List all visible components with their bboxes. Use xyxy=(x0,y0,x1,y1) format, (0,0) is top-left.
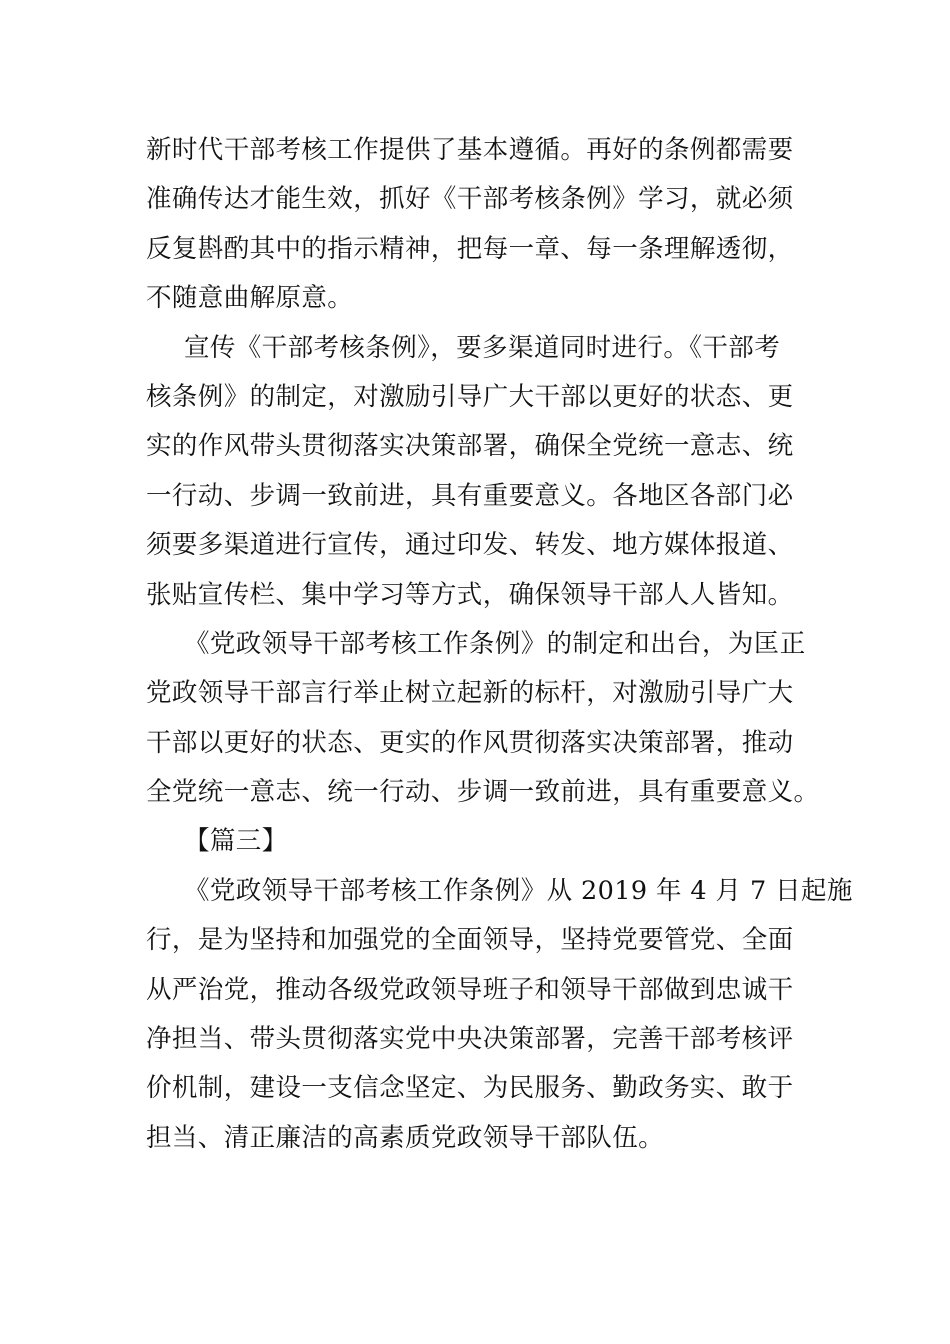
section-heading-text: 【篇三】 xyxy=(184,826,288,857)
text-line: 《党政领导干部考核工作条例》的制定和出台，为匡正 xyxy=(184,628,806,659)
text-line: 须要多渠道进行宣传，通过印发、转发、地方媒体报道、 xyxy=(146,530,794,561)
text-line: 行，是为坚持和加强党的全面领导，坚持党要管党、全面 xyxy=(146,925,794,956)
text-line: 一行动、步调一致前进，具有重要意义。各地区各部门必 xyxy=(146,480,794,511)
text-line: 准确传达才能生效，抓好《干部考核条例》学习，就必须 xyxy=(146,184,794,215)
text-line: 不随意曲解原意。 xyxy=(146,283,354,314)
text-line: 从严治党，推动各级党政领导班子和领导干部做到忠诚干 xyxy=(146,974,794,1005)
text-line: 《党政领导干部考核工作条例》从 2019 年 4 月 7 日起施 xyxy=(184,875,853,906)
document-page xyxy=(146,126,853,1163)
paragraph xyxy=(146,126,806,324)
text-line: 实的作风带头贯彻落实决策部署，确保全党统一意志、统 xyxy=(146,431,794,462)
text-line: 宣传《干部考核条例》，要多渠道同时进行。《干部考 xyxy=(184,332,781,363)
text-line: 党政领导干部言行举止树立起新的标杆，对激励引导广大 xyxy=(146,678,794,709)
text-line: 全党统一意志、统一行动、步调一致前进，具有重要意义。 xyxy=(146,777,820,808)
section-heading xyxy=(146,817,806,866)
text-line: 反复斟酌其中的指示精神，把每一章、每一条理解透彻， xyxy=(146,233,794,264)
text-line: 核条例》的制定，对激励引导广大干部以更好的状态、更 xyxy=(146,381,794,412)
text-line: 新时代干部考核工作提供了基本遵循。再好的条例都需要 xyxy=(146,135,794,165)
paragraph xyxy=(146,620,820,818)
text-line: 价机制，建设一支信念坚定、为民服务、勤政务实、敢于 xyxy=(146,1073,794,1104)
paragraph xyxy=(146,867,853,1163)
text-line: 张贴宣传栏、集中学习等方式，确保领导干部人人皆知。 xyxy=(146,579,794,610)
text-line: 净担当、带头贯彻落实党中央决策部署，完善干部考核评 xyxy=(146,1024,794,1055)
text-line: 担当、清正廉洁的高素质党政领导干部队伍。 xyxy=(146,1122,665,1153)
text-line: 干部以更好的状态、更实的作风贯彻落实决策部署，推动 xyxy=(146,727,794,758)
paragraph xyxy=(146,324,806,620)
